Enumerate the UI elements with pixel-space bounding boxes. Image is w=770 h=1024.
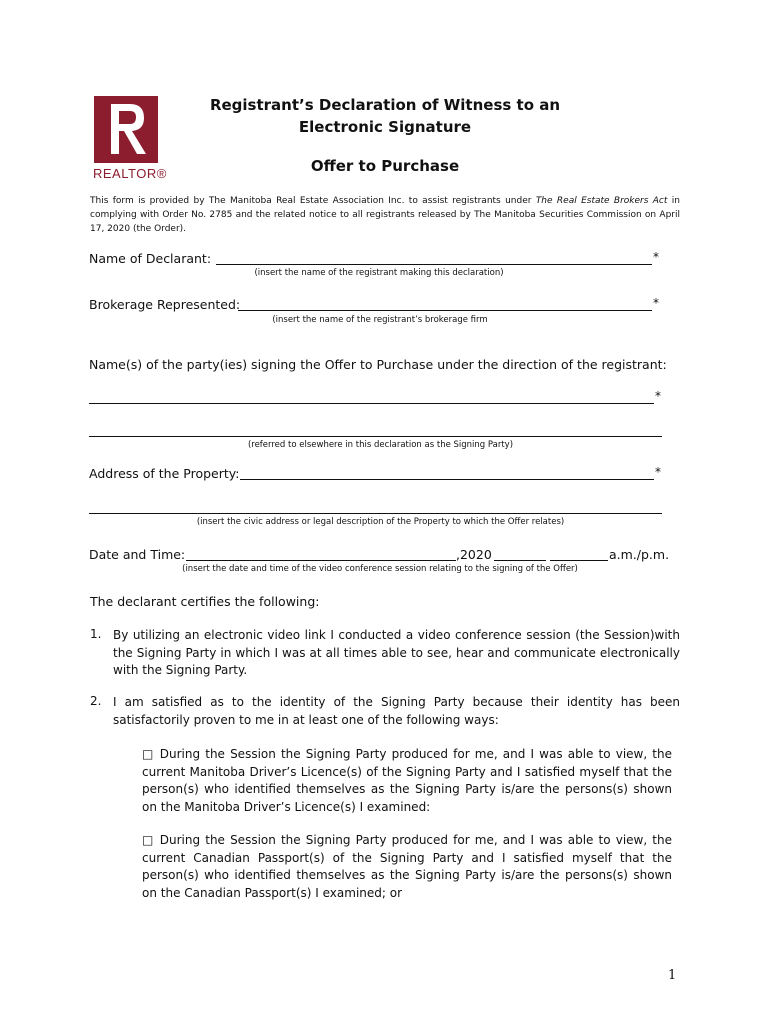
realtor-r-icon bbox=[94, 96, 158, 163]
intro-paragraph bbox=[90, 194, 680, 236]
realtor-logo bbox=[94, 96, 158, 163]
year-text: ,2020 bbox=[456, 547, 492, 562]
ampm-text: a.m./p.m. bbox=[609, 547, 670, 562]
parties-field-line-2[interactable] bbox=[89, 436, 662, 437]
required-marker: * bbox=[653, 250, 659, 264]
item-1-text: By utilizing an electronic video link I conducted a video conference session (the Session)with the Signing Party in which I was at all times able to see, hear and communicate electronically with the Signing Party. bbox=[113, 628, 680, 677]
intro-text-2: in complying with Order No. 2785 and the related notice to all registrants released by The Manitoba Securities Commission on April 17, 2020 (the Order). bbox=[90, 196, 680, 234]
certifies-heading: The declarant certifies the following: bbox=[90, 594, 320, 609]
year-suffix-field[interactable] bbox=[494, 560, 546, 561]
title-line-2: Electronic Signature bbox=[298, 118, 472, 136]
required-marker: * bbox=[653, 296, 659, 310]
item-2-number: 2. bbox=[90, 694, 102, 708]
intro-text-1: This form is provided by The Manitoba Real Estate Association Inc. to assist registrants under bbox=[90, 196, 536, 206]
address-field-line-2[interactable] bbox=[89, 513, 662, 514]
date-hint: (insert the date and time of the video conference session relating to the signing of the Offer) bbox=[182, 564, 578, 574]
realtor-wordmark: REALTOR® bbox=[93, 166, 167, 181]
required-marker: * bbox=[655, 465, 661, 479]
date-field[interactable] bbox=[186, 560, 456, 561]
address-hint: (insert the civic address or legal description of the Property to which the Offer relates) bbox=[196, 517, 565, 527]
declarant-hint: (insert the name of the registrant making this declaration) bbox=[254, 268, 504, 278]
address-label: Address of the Property: bbox=[89, 466, 240, 481]
brokerage-field[interactable] bbox=[238, 310, 652, 311]
declarant-field[interactable] bbox=[216, 264, 652, 265]
option-drivers-licence[interactable]: □ During the Session the Signing Party produced for me, and I was able to view, the current Manitoba Driver’s Licence(s) of the Signing Party and I satisfied myself that the person(s) who identified themselves as the Signing Party is/are the persons(s) shown on the Manitoba Driver’s Licence(s) I examined: bbox=[142, 747, 672, 814]
option-passport[interactable]: □ During the Session the Signing Party produced for me, and I was able to view, the current Canadian Passport(s) of the Signing Party and I satisfied myself that the person(s) who identified themselves as the Signing Party is/are the persons(s) shown on the Canadian Passport(s) I examined; or bbox=[142, 833, 672, 900]
item-2-text: I am satisfied as to the identity of the Signing Party because their identity has been satisfactorily proven to me in at least one of the following ways: bbox=[113, 695, 680, 727]
required-marker: * bbox=[655, 389, 661, 403]
parties-label: Name(s) of the party(ies) signing the Offer to Purchase under the direction of the registrant: bbox=[89, 357, 667, 372]
page-number: 1 bbox=[668, 968, 677, 983]
brokerage-hint: (insert the name of the registrant’s brokerage firm bbox=[272, 315, 488, 325]
subtitle: Offer to Purchase bbox=[310, 157, 460, 175]
intro-act-name: The Real Estate Brokers Act bbox=[535, 196, 668, 206]
date-label: Date and Time: bbox=[89, 547, 186, 562]
parties-field-line-1[interactable] bbox=[89, 403, 654, 404]
time-field[interactable] bbox=[550, 560, 608, 561]
declarant-label: Name of Declarant: bbox=[89, 251, 212, 266]
parties-hint: (referred to elsewhere in this declaration as the Signing Party) bbox=[247, 440, 514, 450]
brokerage-label: Brokerage Represented: bbox=[89, 297, 241, 312]
address-field-line-1[interactable] bbox=[240, 479, 654, 480]
item-1-number: 1. bbox=[90, 627, 102, 641]
title-line-1: Registrant’s Declaration of Witness to an bbox=[209, 96, 561, 114]
